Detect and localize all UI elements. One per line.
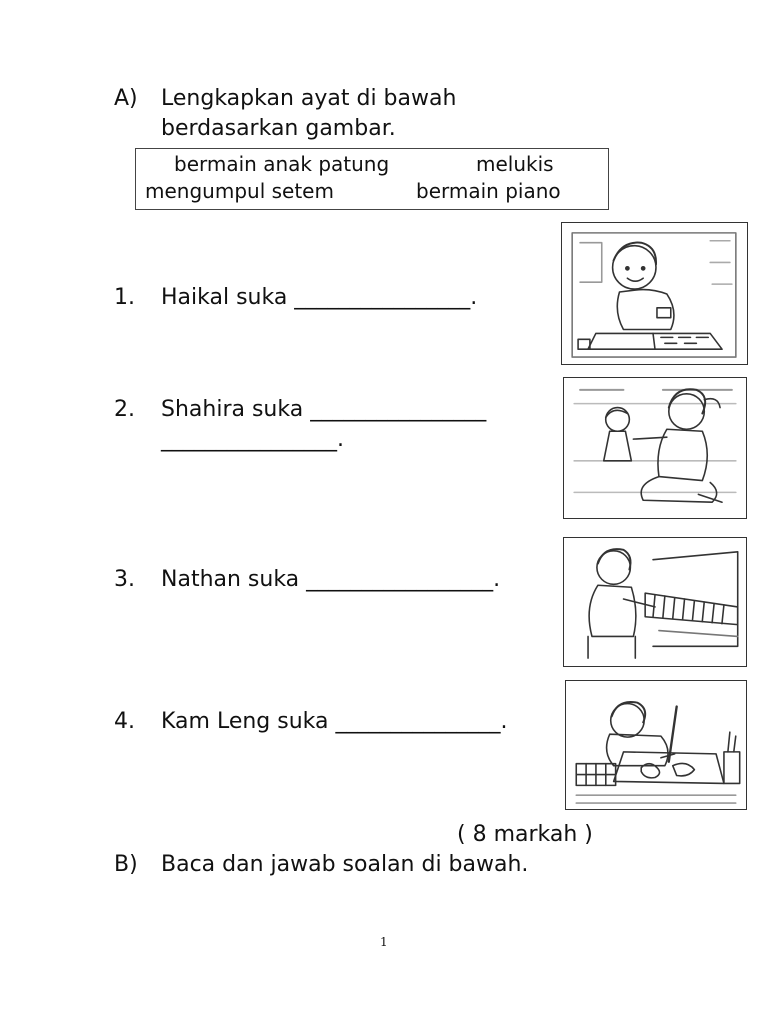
page-number: 1: [380, 935, 388, 949]
word-bank-box: [135, 148, 609, 210]
question-number: 3.: [114, 567, 135, 592]
section-b-instruction: Baca dan jawab soalan di bawah.: [161, 852, 529, 877]
question-text-line2: ________________.: [161, 427, 344, 452]
question-number: 2.: [114, 397, 135, 422]
word-bank-item: bermain piano: [416, 179, 561, 203]
stamp-collecting-illustration: [561, 222, 748, 365]
doll-playing-illustration: [563, 377, 747, 519]
section-a-label: A): [114, 86, 138, 111]
piano-playing-illustration: [563, 537, 747, 667]
question-text: Haikal suka ________________.: [161, 285, 478, 310]
question-text: Kam Leng suka _______________.: [161, 709, 508, 734]
question-text: Shahira suka ________________: [161, 397, 487, 422]
word-bank-item: melukis: [476, 152, 554, 176]
painting-illustration: [565, 680, 747, 810]
word-bank-item: mengumpul setem: [145, 179, 334, 203]
section-b-label: B): [114, 852, 138, 877]
question-number: 4.: [114, 709, 135, 734]
question-text: Nathan suka _________________.: [161, 567, 501, 592]
section-a-instruction-line2: berdasarkan gambar.: [161, 116, 396, 141]
question-number: 1.: [114, 285, 135, 310]
word-bank-item: bermain anak patung: [174, 152, 390, 176]
marks-label: ( 8 markah ): [457, 822, 593, 847]
section-a-instruction-line1: Lengkapkan ayat di bawah: [161, 86, 457, 111]
